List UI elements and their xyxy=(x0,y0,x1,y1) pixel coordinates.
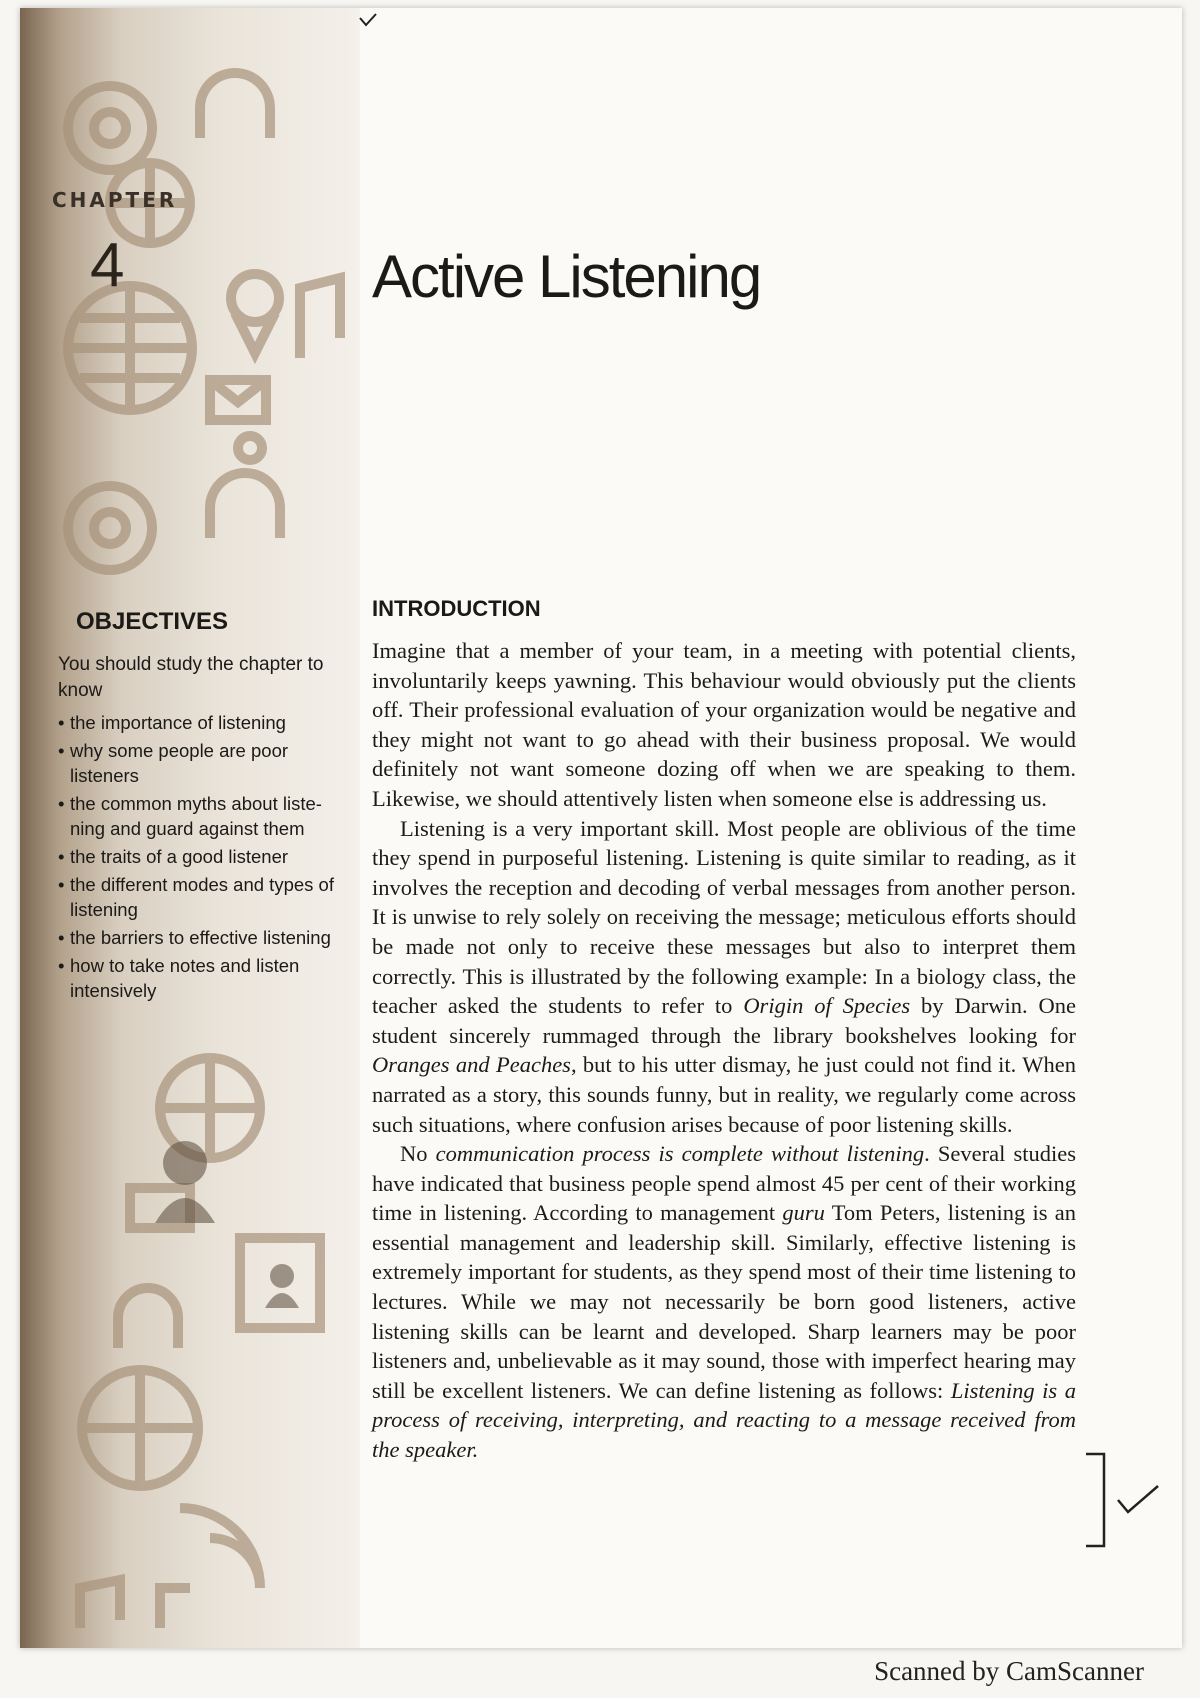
objectives-box xyxy=(58,608,348,1006)
objectives-lead: You should study the chapter to know xyxy=(58,654,324,701)
paragraph-3: No communication process is complete without listening. Several studies have indicated that business people spend almost 45 per cent of their working time in listening. According to management guru Tom Peters, listening is an essential management and leadership skill. Similarly, effective listening is extremely important for students, as they spend most of their time listening to lectures. While we may not necessarily be born good listeners, active listening skills can be learnt and developed. Sharp learners may be poor listeners and, unbelievable as it may sound, those with imperfect hearing may still be excellent listeners. We can define listening as follows: Listening is a process of receiving, interpreting, and reacting to a message received from the speaker. xyxy=(372,1141,1077,1463)
objective-item: • why some people are poor listeners xyxy=(58,738,348,788)
chapter-title: Active Listening xyxy=(372,243,761,310)
objectives-list xyxy=(58,710,348,1003)
objectives-heading: OBJECTIVES xyxy=(76,608,229,635)
music-notes-icon xyxy=(80,1580,190,1628)
objective-item: • the traits of a good listener xyxy=(58,844,348,869)
book-page xyxy=(20,8,1182,1648)
person-silhouette-icon xyxy=(163,1141,207,1185)
handwritten-check-mark xyxy=(358,12,378,28)
headphones-icon xyxy=(200,73,270,138)
music-note-icon xyxy=(300,278,340,358)
objective-item: • the common myths about liste-ning and guard against them xyxy=(58,791,348,841)
objective-item: • the different modes and types of listening xyxy=(58,872,348,922)
scanner-watermark: Scanned by CamScanner xyxy=(874,1656,1144,1686)
paragraph-2: Listening is a very important skill. Most people are oblivious of the time they spend in purposeful listening. Listening is quite similar to reading, as it involves the reception and decoding of verbal messages from another person. It is unwise to rely solely on receiving the message; meticulous efforts should be made not only to receive these messages but also to interpret them correctly. This is illustrated by the following example: In a biology class, the teacher asked the students to refer to Origin of Species by Darwin. One student sincerely rummaged through the library bookshelves looking for Oranges and Peaches, but to his utter dismay, he just could not find it. When narrated as a story, this sounds funny, but in reality, we regularly come across such situations, where confusion arises because of poor listening skills. xyxy=(372,815,1076,1137)
chapter-number: 4 xyxy=(90,231,125,300)
paragraph-1: Imagine that a member of your team, in a meeting with potential clients, involuntarily keeps yawning. This behaviour would obviously put the clients off. Their professional evaluation of your organization would be negative and they might not want to go ahead with their business proposal. We would definitely not want someone dozing off when we are speaking to them. Likewise, we should attentively listen when someone else is addressing us. xyxy=(372,638,1076,811)
objective-item: • how to take notes and listen intensively xyxy=(58,953,348,1003)
handwritten-bracket-check xyxy=(1078,1448,1168,1558)
objective-item: • the barriers to effective listening xyxy=(58,925,348,950)
headphones-icon-3 xyxy=(118,1288,178,1348)
headphones-icon-2 xyxy=(210,473,280,538)
chapter-label: CHAPTER xyxy=(52,188,178,212)
rss-icon xyxy=(180,1508,260,1588)
chapter-sidebar xyxy=(20,8,360,1648)
introduction-heading: INTRODUCTION xyxy=(372,596,541,621)
person-portrait-icon xyxy=(270,1264,294,1288)
at-sign-icon xyxy=(68,86,152,170)
at-sign-icon-2 xyxy=(68,486,152,570)
objective-item: • the importance of listening xyxy=(58,710,348,735)
introduction-body xyxy=(372,636,1076,1465)
